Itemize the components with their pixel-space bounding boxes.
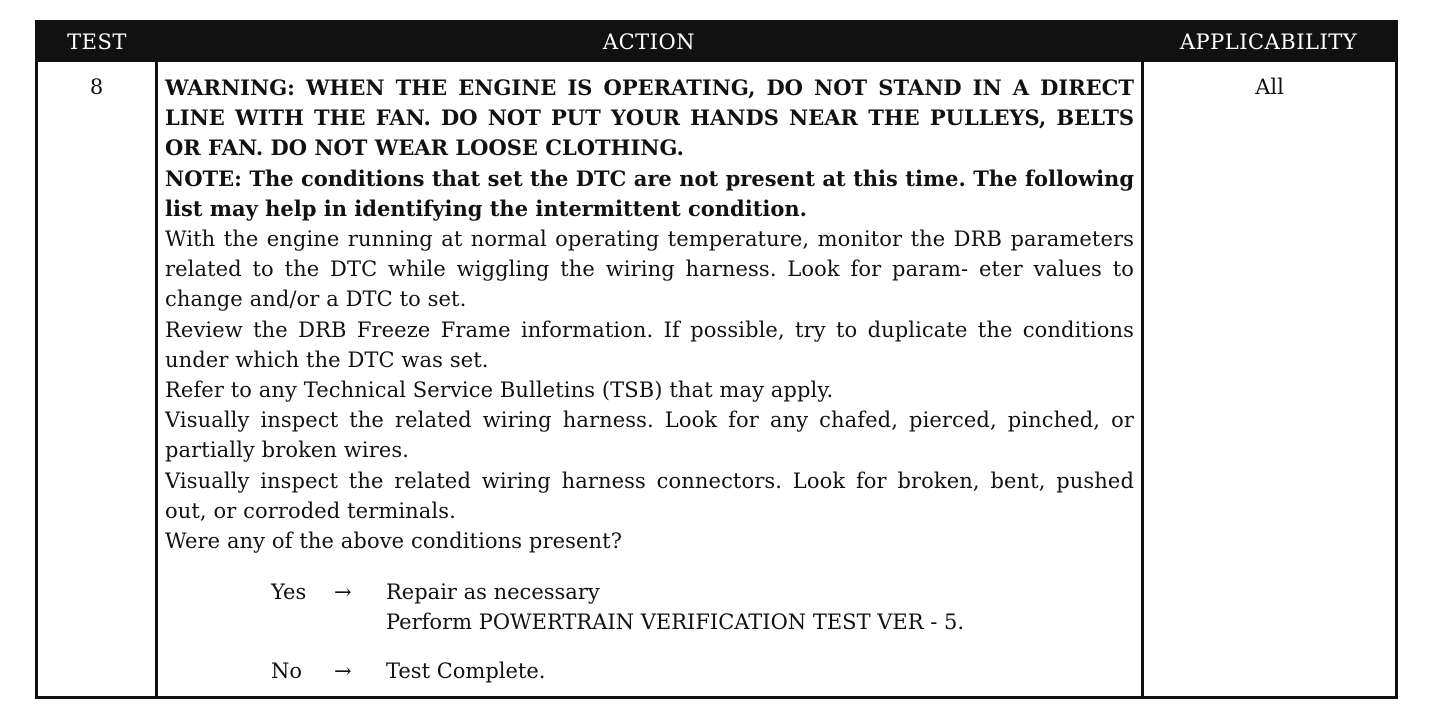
column-divider: [1141, 62, 1144, 696]
header-applicability: APPLICABILITY: [1179, 30, 1358, 54]
arrow-right-icon: →: [334, 580, 352, 604]
action-cell: [165, 73, 1134, 556]
result-no-action: Test Complete.: [386, 659, 546, 683]
test-number: 8: [89, 75, 104, 99]
action-step: Refer to any Technical Service Bulletins (TSB) that may apply.: [165, 378, 834, 403]
result-yes-action-2: Perform POWERTRAIN VERIFICATION TEST VER - 5.: [386, 610, 965, 634]
question-text: Were any of the above conditions present?: [165, 529, 623, 554]
action-step: Visually inspect the related wiring harness connectors. Look for broken, bent, pushed out, or corroded terminals.: [165, 468, 1134, 523]
applicability-value: All: [1255, 75, 1284, 99]
action-step: With the engine running at normal operating temperature, monitor the DRB parameters related to the DTC while wiggling the wiring harness. Look for param- eter values to change and/or a DTC to set.: [165, 227, 1134, 312]
result-no-label: No: [271, 659, 303, 683]
arrow-right-icon: →: [334, 659, 352, 683]
note-text: NOTE: The conditions that set the DTC are not present at this time. The following list may help in identifying the intermittent condition.: [165, 165, 1134, 221]
result-yes-action: Repair as necessary: [386, 580, 600, 604]
warning-text: WARNING: WHEN THE ENGINE IS OPERATING, DO NOT STAND IN A DIRECT LINE WITH THE FAN. DO NOT PUT YOUR HANDS NEAR THE PULLEYS, BELTS OR FAN. DO NOT WEAR LOOSE CLOTHING.: [165, 75, 1134, 161]
header-action: ACTION: [602, 30, 696, 54]
action-step: Visually inspect the related wiring harness. Look for any chafed, pierced, pinched, or partially broken wires.: [165, 408, 1134, 463]
column-divider: [155, 62, 158, 696]
table-header-row: [38, 23, 1395, 62]
action-step: Review the DRB Freeze Frame information. If possible, try to duplicate the conditions under which the DTC was set.: [165, 317, 1134, 372]
result-yes-label: Yes: [271, 580, 307, 604]
procedure-table: [35, 20, 1398, 699]
header-test: TEST: [67, 30, 127, 54]
